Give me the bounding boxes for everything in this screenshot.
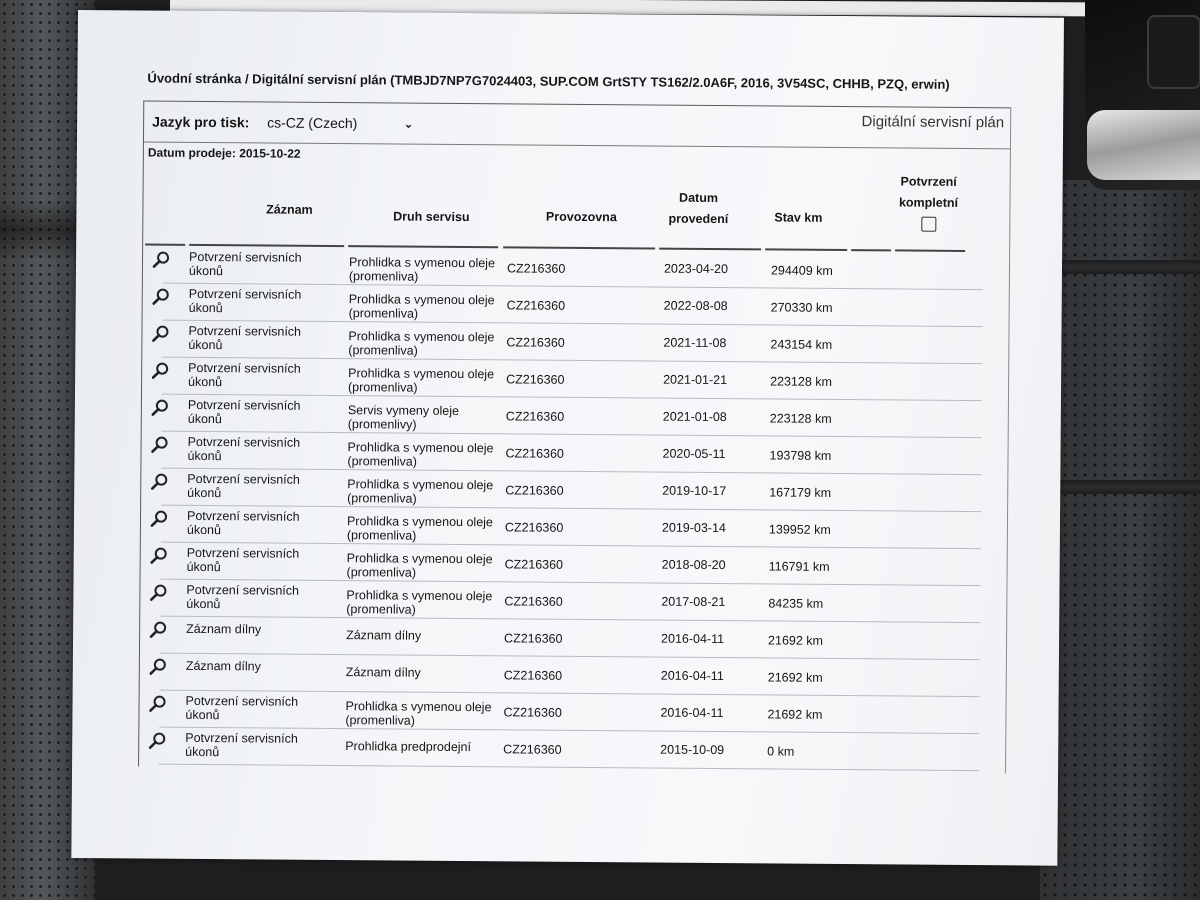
date-cell: 2021-11-08 bbox=[663, 335, 727, 351]
confirm-all-checkbox[interactable] bbox=[921, 217, 936, 232]
workshop-cell: CZ216360 bbox=[505, 483, 564, 498]
record-text-line1: Záznam dílny bbox=[185, 658, 261, 674]
record-text-line1: Potvrzení servisních bbox=[186, 508, 300, 524]
chevron-down-icon: ⌄ bbox=[403, 118, 414, 131]
key-chrome-trim bbox=[1087, 110, 1200, 180]
date-cell: 2020-05-11 bbox=[662, 446, 726, 462]
record-text-line1: Potvrzení servisních bbox=[188, 286, 302, 302]
service-type-line1: Záznam dílny bbox=[345, 665, 421, 680]
record-cell bbox=[185, 694, 335, 723]
magnifier-icon[interactable] bbox=[149, 509, 169, 529]
service-type-line1: Prohlidka s vymenou oleje bbox=[348, 255, 496, 271]
table-row bbox=[139, 728, 979, 772]
workshop-cell: CZ216360 bbox=[504, 631, 563, 646]
service-type-line2: (promenliva) bbox=[345, 713, 415, 728]
service-type-line1: Prohlidka s vymenou oleje bbox=[347, 440, 494, 456]
date-cell: 2023-04-20 bbox=[663, 261, 728, 277]
service-type-cell bbox=[349, 292, 509, 321]
service-type-cell bbox=[348, 329, 508, 358]
column-header-mileage: Stav km bbox=[774, 210, 823, 225]
workshop-cell: CZ216360 bbox=[504, 557, 564, 572]
service-type-cell bbox=[345, 739, 505, 754]
mileage-cell: 270330 km bbox=[770, 300, 833, 315]
record-cell bbox=[187, 546, 337, 575]
date-cell: 2016-04-11 bbox=[660, 705, 724, 721]
record-text-line2: úkonů bbox=[188, 337, 223, 353]
magnifier-icon[interactable] bbox=[150, 435, 170, 455]
record-text-line2: úkonů bbox=[187, 485, 222, 501]
record-text-line1: Potvrzení servisních bbox=[187, 397, 301, 413]
record-text-line2: úkonů bbox=[188, 374, 223, 390]
workshop-cell: CZ216360 bbox=[506, 372, 565, 387]
mileage-cell: 167179 km bbox=[769, 485, 832, 500]
record-text-line1: Potvrzení servisních bbox=[186, 545, 300, 561]
language-select[interactable] bbox=[267, 112, 417, 133]
record-text-line1: Potvrzení servisních bbox=[186, 582, 300, 598]
record-text-line2: úkonů bbox=[186, 559, 221, 575]
record-cell bbox=[186, 622, 336, 637]
mileage-cell: 193798 km bbox=[769, 448, 832, 463]
column-header-record: Záznam bbox=[266, 202, 313, 217]
record-cell bbox=[189, 287, 339, 316]
service-type-line2: (promenlivy) bbox=[347, 417, 417, 432]
mileage-cell: 243154 km bbox=[770, 337, 833, 352]
record-text-line2: úkonů bbox=[186, 522, 222, 538]
record-text-line2: úkonů bbox=[185, 707, 220, 723]
column-header-service-type: Druh servisu bbox=[393, 209, 470, 225]
workshop-cell: CZ216360 bbox=[506, 335, 565, 350]
service-type-cell bbox=[345, 699, 505, 728]
magnifier-icon[interactable] bbox=[147, 694, 167, 714]
key-button bbox=[1147, 15, 1200, 89]
service-plan-frame bbox=[138, 101, 1011, 774]
workshop-cell: CZ216360 bbox=[503, 705, 562, 720]
date-cell: 2016-04-11 bbox=[661, 631, 725, 647]
magnifier-icon[interactable] bbox=[147, 731, 167, 751]
service-type-cell bbox=[349, 255, 509, 284]
service-type-cell bbox=[348, 403, 508, 432]
date-cell: 2015-10-09 bbox=[660, 742, 725, 758]
record-text-line1: Potvrzení servisních bbox=[187, 434, 301, 450]
service-type-line2: (promenliva) bbox=[348, 269, 419, 284]
column-header-confirm-line2: kompletní bbox=[898, 195, 959, 210]
service-type-line1: Záznam dílny bbox=[346, 628, 422, 643]
record-cell bbox=[187, 509, 337, 538]
service-type-cell bbox=[346, 665, 506, 680]
seat-seam bbox=[1040, 480, 1200, 494]
record-cell bbox=[187, 435, 337, 464]
workshop-cell: CZ216360 bbox=[505, 446, 564, 461]
service-type-line1: Prohlidka s vymenou oleje bbox=[347, 477, 494, 493]
date-cell: 2018-08-20 bbox=[661, 557, 726, 573]
service-type-cell bbox=[348, 366, 508, 395]
record-cell bbox=[188, 361, 338, 390]
column-header-date-line2: provedení bbox=[668, 211, 729, 227]
column-header-confirm-line1: Potvrzení bbox=[900, 174, 957, 189]
mileage-cell: 84235 km bbox=[768, 596, 824, 611]
magnifier-icon[interactable] bbox=[148, 657, 168, 677]
record-cell bbox=[186, 583, 336, 612]
record-text-line1: Potvrzení servisních bbox=[185, 693, 299, 709]
seat-right-background bbox=[1040, 180, 1200, 900]
service-type-line2: (promenliva) bbox=[348, 306, 419, 321]
magnifier-icon[interactable] bbox=[149, 472, 169, 492]
mileage-cell: 21692 km bbox=[768, 633, 824, 648]
mileage-cell: 116791 km bbox=[768, 559, 830, 574]
record-text-line2: úkonů bbox=[187, 411, 222, 427]
seat-seam bbox=[1040, 260, 1200, 274]
record-text-line1: Potvrzení servisních bbox=[188, 360, 301, 376]
service-type-line1: Prohlidka s vymenou oleje bbox=[348, 329, 495, 345]
workshop-cell: CZ216360 bbox=[505, 409, 565, 424]
workshop-cell: CZ216360 bbox=[506, 261, 566, 276]
date-cell: 2016-04-11 bbox=[660, 668, 724, 684]
workshop-cell: CZ216360 bbox=[504, 594, 563, 609]
date-cell: 2022-08-08 bbox=[663, 298, 728, 314]
service-type-line1: Prohlidka s vymenou oleje bbox=[346, 588, 493, 604]
record-text-line2: úkonů bbox=[185, 744, 220, 760]
service-type-line2: (promenliva) bbox=[348, 343, 418, 358]
service-type-cell bbox=[347, 477, 507, 506]
service-type-line1: Prohlidka s vymenou oleje bbox=[348, 292, 495, 308]
record-text-line1: Potvrzení servisních bbox=[187, 471, 300, 487]
record-text-line2: úkonů bbox=[187, 448, 222, 464]
date-cell: 2019-10-17 bbox=[662, 483, 727, 499]
record-text-line2: úkonů bbox=[186, 596, 221, 612]
service-type-line1: Prohlidka s vymenou oleje bbox=[346, 551, 493, 567]
magnifier-icon[interactable] bbox=[149, 546, 169, 566]
magnifier-icon[interactable] bbox=[151, 250, 171, 270]
record-cell bbox=[186, 659, 336, 674]
service-type-line2: (promenliva) bbox=[347, 380, 418, 395]
magnifier-icon[interactable] bbox=[150, 398, 170, 418]
workshop-cell: CZ216360 bbox=[504, 520, 564, 535]
mileage-cell: 0 km bbox=[767, 744, 795, 759]
service-type-cell bbox=[347, 551, 507, 580]
date-cell: 2021-01-08 bbox=[662, 409, 727, 425]
service-type-line1: Prohlidka predprodejní bbox=[345, 739, 472, 755]
service-type-cell bbox=[346, 628, 506, 643]
service-type-line2: (promenliva) bbox=[347, 491, 417, 506]
magnifier-icon[interactable] bbox=[148, 620, 168, 640]
mileage-cell: 139952 km bbox=[768, 522, 831, 537]
service-type-line1: Prohlidka s vymenou oleje bbox=[345, 699, 492, 715]
service-type-line2: (promenliva) bbox=[346, 602, 416, 617]
record-text-line1: Potvrzení servisních bbox=[188, 323, 302, 339]
mileage-cell: 294409 km bbox=[770, 263, 833, 278]
record-text-line2: úkonů bbox=[188, 300, 223, 316]
service-type-cell bbox=[347, 514, 507, 543]
magnifier-icon[interactable] bbox=[150, 324, 170, 344]
record-cell bbox=[188, 398, 338, 427]
record-cell bbox=[189, 250, 339, 279]
language-select-value: cs-CZ (Czech) bbox=[267, 114, 358, 132]
record-cell bbox=[188, 324, 338, 353]
record-text-line1: Potvrzení servisních bbox=[185, 730, 298, 746]
workshop-cell: CZ216360 bbox=[503, 742, 562, 757]
header-rule bbox=[851, 249, 891, 251]
column-header-date bbox=[648, 187, 748, 230]
language-label: Jazyk pro tisk: bbox=[152, 113, 250, 131]
magnifier-icon[interactable] bbox=[151, 287, 171, 307]
date-cell: 2019-03-14 bbox=[661, 520, 726, 536]
workshop-cell: CZ216360 bbox=[506, 298, 566, 313]
plan-label: Digitální servisní plán bbox=[861, 113, 1005, 132]
service-type-line2: (promenliva) bbox=[346, 528, 417, 543]
magnifier-icon[interactable] bbox=[148, 583, 168, 603]
mileage-cell: 21692 km bbox=[767, 707, 823, 722]
service-type-line1: Servis vymeny oleje bbox=[347, 403, 460, 419]
page-title: Úvodní stránka / Digitální servisní plán (TMBJD7NP7G7024403, SUP.COM GrtSTY TS162/2.0A6F, 2016, 3V54SC, CHHB, PZQ, erwin) bbox=[147, 70, 950, 92]
mileage-cell: 21692 km bbox=[767, 670, 823, 685]
column-header-workshop: Provozovna bbox=[545, 209, 617, 225]
row-divider bbox=[159, 764, 979, 771]
record-text-line1: Potvrzení servisních bbox=[189, 249, 302, 265]
record-text-line2: úkonů bbox=[188, 263, 224, 279]
service-type-line1: Prohlidka s vymenou oleje bbox=[346, 514, 493, 530]
date-cell: 2017-08-21 bbox=[661, 594, 726, 610]
sale-date: Datum prodeje: 2015-10-22 bbox=[147, 145, 301, 161]
magnifier-icon[interactable] bbox=[150, 361, 170, 381]
column-header-confirm bbox=[883, 171, 973, 235]
service-plan-printout bbox=[71, 10, 1064, 866]
service-type-cell bbox=[347, 440, 507, 469]
mileage-cell: 223128 km bbox=[769, 411, 832, 426]
record-cell bbox=[187, 472, 337, 501]
workshop-cell: CZ216360 bbox=[503, 668, 563, 683]
date-cell: 2021-01-21 bbox=[663, 372, 728, 388]
car-key-fob bbox=[1085, 0, 1200, 190]
column-header-date-line1: Datum bbox=[679, 190, 719, 206]
service-type-cell bbox=[346, 588, 506, 617]
service-type-line2: (promenliva) bbox=[346, 565, 417, 580]
record-text-line1: Záznam dílny bbox=[186, 621, 262, 637]
mileage-cell: 223128 km bbox=[770, 374, 833, 389]
service-type-line1: Prohlidka s vymenou oleje bbox=[348, 366, 495, 382]
header-rule bbox=[145, 244, 185, 246]
record-cell bbox=[185, 731, 335, 760]
service-type-line2: (promenliva) bbox=[347, 454, 417, 469]
